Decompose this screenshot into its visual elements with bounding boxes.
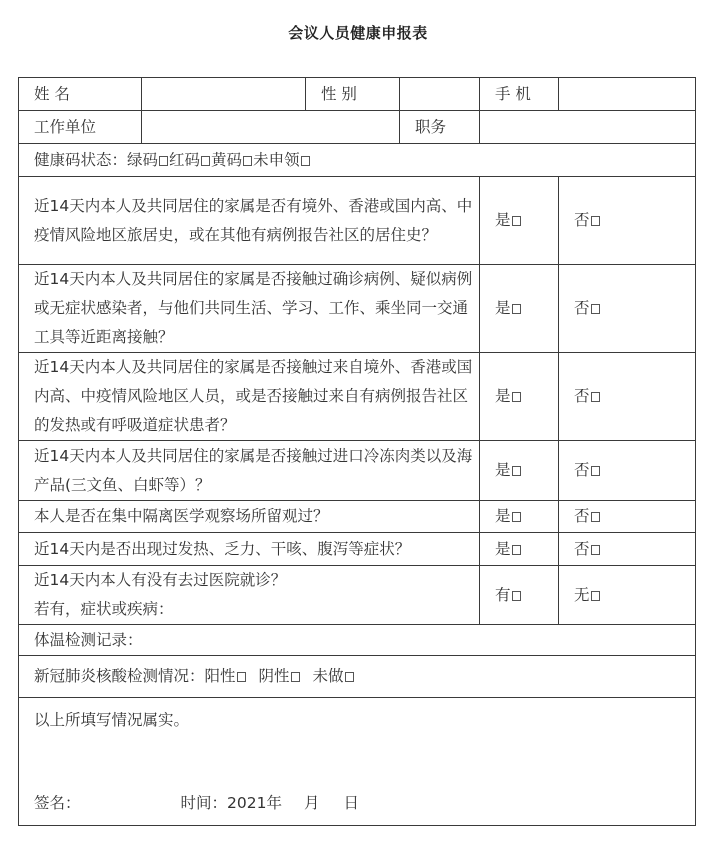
yes-label: 是 bbox=[495, 299, 511, 317]
declaration-row bbox=[19, 698, 696, 826]
answer-yes-6[interactable] bbox=[480, 533, 559, 566]
question-row-3 bbox=[19, 353, 696, 441]
no-label: 否 bbox=[574, 539, 590, 558]
question-text-4: 近14天内本人及共同居住的家属是否接触过进口冷冻肉类以及海产品(三文鱼、白虾等）？ bbox=[19, 441, 480, 501]
gender-label: 性 别 bbox=[306, 78, 400, 111]
hospital-symptom-label: 若有，症状或疾病： bbox=[34, 600, 174, 618]
hospital-question-cell bbox=[19, 566, 480, 625]
yes-label: 是 bbox=[495, 461, 511, 479]
yes-label: 是 bbox=[495, 211, 511, 229]
nucleic-test-row bbox=[19, 656, 696, 698]
answer-no-4[interactable] bbox=[559, 441, 696, 501]
answer-no-2[interactable] bbox=[559, 265, 696, 353]
checkbox-red-code[interactable] bbox=[201, 156, 210, 166]
question-text-1: 近14天内本人及共同居住的家属是否有境外、香港或国内高、中疫情风险地区旅居史，或在其他有病例报告社区的居住史？ bbox=[19, 177, 480, 265]
hospital-answer-yes[interactable] bbox=[480, 566, 559, 625]
checkbox-hospital-no[interactable] bbox=[591, 591, 600, 601]
answer-no-6[interactable] bbox=[559, 533, 696, 566]
declaration-cell bbox=[19, 698, 696, 826]
date-label[interactable]: 时间：2021年 bbox=[180, 794, 282, 812]
hospital-question: 近14天内本人有没有去过医院就诊？ bbox=[34, 571, 287, 589]
row-basic-info bbox=[19, 78, 696, 111]
checkbox-no-5[interactable] bbox=[591, 512, 600, 522]
yes-label: 是 bbox=[495, 539, 511, 558]
work-unit-field[interactable] bbox=[142, 111, 400, 144]
answer-no-3[interactable] bbox=[559, 353, 696, 441]
health-code-red: 红码 bbox=[169, 150, 201, 169]
checkbox-yes-6[interactable] bbox=[512, 545, 521, 555]
question-row-1 bbox=[19, 177, 696, 265]
health-code-green: 绿码 bbox=[127, 150, 159, 169]
nucleic-negative: 阴性 bbox=[258, 667, 290, 685]
question-text-6: 近14天内是否出现过发热、乏力、干咳、腹泻等症状？ bbox=[19, 533, 480, 566]
phone-field[interactable] bbox=[559, 78, 696, 111]
hospital-row bbox=[19, 566, 696, 625]
question-row-2 bbox=[19, 265, 696, 353]
checkbox-yellow-code[interactable] bbox=[243, 156, 252, 166]
no-label: 否 bbox=[574, 211, 590, 229]
none-label: 无 bbox=[574, 585, 590, 604]
row-health-code bbox=[19, 144, 696, 177]
nucleic-not-done: 未做 bbox=[312, 667, 344, 685]
nucleic-test-label: 新冠肺炎核酸检测情况： bbox=[34, 667, 205, 685]
row-work-info bbox=[19, 111, 696, 144]
post-field[interactable] bbox=[480, 111, 696, 144]
declaration-statement: 以上所填写情况属实。 bbox=[34, 711, 190, 729]
month-label[interactable]: 月 bbox=[303, 794, 320, 812]
checkbox-hospital-yes[interactable] bbox=[512, 591, 521, 601]
checkbox-yes-3[interactable] bbox=[512, 392, 521, 402]
hospital-answer-no[interactable] bbox=[559, 566, 696, 625]
checkbox-no-1[interactable] bbox=[591, 216, 600, 226]
question-row-6 bbox=[19, 533, 696, 566]
answer-no-1[interactable] bbox=[559, 177, 696, 265]
checkbox-no-2[interactable] bbox=[591, 304, 600, 314]
health-code-cell bbox=[19, 144, 696, 177]
phone-label: 手 机 bbox=[480, 78, 559, 111]
checkbox-not-done[interactable] bbox=[345, 672, 354, 682]
day-label[interactable]: 日 bbox=[343, 794, 359, 812]
nucleic-test-cell bbox=[19, 656, 696, 698]
checkbox-no-code[interactable] bbox=[301, 156, 310, 166]
yes-label: 是 bbox=[495, 507, 511, 525]
answer-yes-5[interactable] bbox=[480, 501, 559, 533]
temperature-row bbox=[19, 625, 696, 656]
checkbox-yes-4[interactable] bbox=[512, 466, 521, 476]
has-label: 有 bbox=[495, 585, 511, 604]
answer-yes-3[interactable] bbox=[480, 353, 559, 441]
answer-yes-1[interactable] bbox=[480, 177, 559, 265]
health-code-yellow: 黄码 bbox=[211, 150, 243, 169]
question-row-4 bbox=[19, 441, 696, 501]
nucleic-positive: 阳性 bbox=[204, 667, 236, 685]
checkbox-positive[interactable] bbox=[237, 672, 246, 682]
yes-label: 是 bbox=[495, 387, 511, 405]
name-field[interactable] bbox=[142, 78, 306, 111]
question-row-5 bbox=[19, 501, 696, 533]
checkbox-yes-1[interactable] bbox=[512, 216, 521, 226]
signature-line bbox=[34, 789, 359, 818]
checkbox-no-6[interactable] bbox=[591, 545, 600, 555]
no-label: 否 bbox=[574, 299, 590, 317]
no-label: 否 bbox=[574, 387, 590, 405]
health-declaration-table bbox=[18, 77, 696, 826]
checkbox-green-code[interactable] bbox=[159, 156, 168, 166]
checkbox-no-3[interactable] bbox=[591, 392, 600, 402]
signature-label[interactable]: 签名： bbox=[34, 794, 81, 812]
form-title: 会议人员健康申报表 bbox=[288, 24, 428, 42]
no-label: 否 bbox=[574, 507, 590, 525]
answer-yes-2[interactable] bbox=[480, 265, 559, 353]
health-code-none: 未申领 bbox=[253, 150, 300, 169]
checkbox-yes-2[interactable] bbox=[512, 304, 521, 314]
post-label: 职务 bbox=[400, 111, 480, 144]
work-unit-label: 工作单位 bbox=[19, 111, 142, 144]
answer-yes-4[interactable] bbox=[480, 441, 559, 501]
question-text-5: 本人是否在集中隔离医学观察场所留观过？ bbox=[19, 501, 480, 533]
checkbox-negative[interactable] bbox=[291, 672, 300, 682]
question-text-2: 近14天内本人及共同居住的家属是否接触过确诊病例、疑似病例或无症状感染者，与他们共同生活、学习、工作、乘坐同一交通工具等近距离接触？ bbox=[19, 265, 480, 353]
question-text-3: 近14天内本人及共同居住的家属是否接触过来自境外、香港或国内高、中疫情风险地区人员，或是否接触过来自有病例报告社区的发热或有呼吸道症状患者？ bbox=[19, 353, 480, 441]
answer-no-5[interactable] bbox=[559, 501, 696, 533]
no-label: 否 bbox=[574, 461, 590, 479]
checkbox-no-4[interactable] bbox=[591, 466, 600, 476]
health-code-label: 健康码状态： bbox=[34, 150, 128, 169]
name-label: 姓 名 bbox=[19, 78, 142, 111]
gender-field[interactable] bbox=[400, 78, 480, 111]
checkbox-yes-5[interactable] bbox=[512, 512, 521, 522]
temperature-label[interactable]: 体温检测记录： bbox=[19, 625, 696, 656]
